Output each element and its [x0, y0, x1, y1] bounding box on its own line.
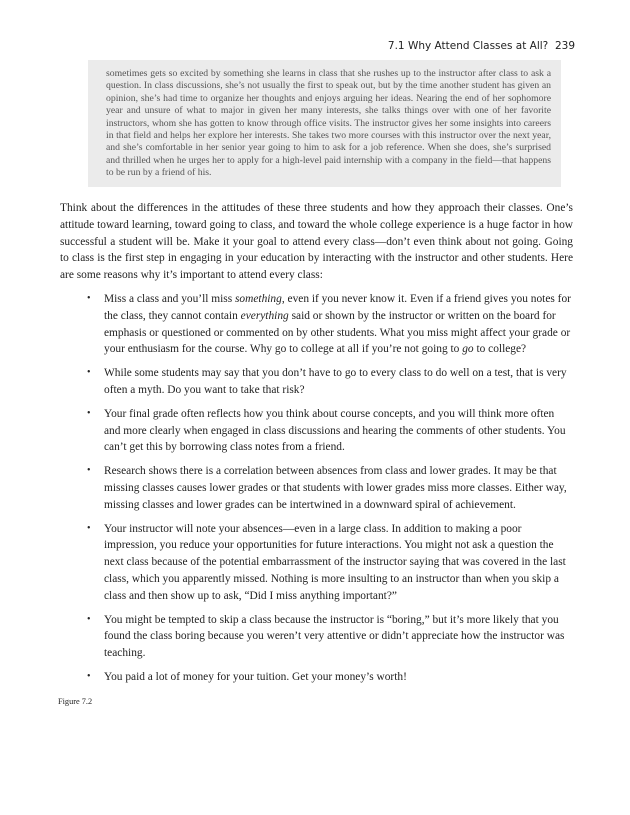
list-item: • You paid a lot of money for your tuition. Get your money’s worth!: [87, 669, 573, 686]
bullet-icon: •: [87, 407, 91, 419]
section-title: 7.1 Why Attend Classes at All?: [387, 40, 549, 52]
bullet-icon: •: [87, 670, 91, 682]
list-item: • Research shows there is a correlation between absences from class and lower grades. It may be that missing classes causes lower grades or that students with lower grades miss more classes. Either way, missing classes and lower grades can be intertwined in a downward spiral of achievement.: [87, 465, 567, 511]
list-item: • Miss a class and you’ll miss something, even if you never know it. Even if a friend gives you notes for the class, they cannot contain everything said or shown by the instructor or written on the board for emphasis or questioned or commented on by other students. What you miss might affect your grade or your enthusiasm for the course. Why go to college at all if you’re not going to go to college?: [87, 293, 571, 356]
bullet-icon: •: [87, 367, 91, 379]
page-number: 239: [554, 40, 575, 52]
list-item: • Your final grade often reflects how you think about course concepts, and you will think more often and more clearly when engaged in class discussions and hearing the comments of other students. You can’t get this by borrowing class notes from a friend.: [87, 407, 566, 454]
bullet-icon: •: [87, 465, 91, 477]
list-item: • While some students may say that you don’t have to go to every class to do well on a test, that is very often a myth. Do you want to take that risk?: [87, 367, 567, 396]
bullet-icon: •: [87, 522, 91, 534]
intro-paragraph: Think about the differences in the attitudes of these three students and how they approach their classes. One’s attitude toward learning, toward going to class, and toward the whole college experience is a huge factor in how successful a student will be. Make it your goal to attend every class—don’t even think about not going. Going to class is the first step in engaging in your education by interacting with the instructor and other students. Here are some reasons why it’s important to attend every class:: [60, 202, 573, 282]
bullet-icon: •: [87, 613, 91, 625]
running-header: [388, 40, 575, 52]
bullet-icon: •: [87, 293, 91, 304]
list-item: • You might be tempted to skip a class because the instructor is “boring,” but it’s more likely that you found the class boring because you weren’t very attentive or didn’t appreciate how the instructor was teaching.: [87, 613, 565, 660]
figure-caption: Figure 7.2: [58, 697, 93, 706]
list-item: • Your instructor will note your absences—even in a large class. In addition to making a poor impression, you reduce your opportunities for future interactions. You might not ask a question the next class because of the potential embarrassment of the instructor saying that was covered in the last class, which you apparently missed. Nothing is more insulting to an instructor than when you skip a class and then show up to ask, “Did I miss anything important?”: [87, 522, 566, 602]
reasons-list: [87, 291, 573, 693]
case-study-box: sometimes gets so excited by something she learns in class that she rushes up to the instructor after class to ask a question. In class discussions, she’s not usually the first to speak out, but by the time another student has given an opinion, she’s had time to organize her thoughts and enjoys arguing her ideas. Nearing the end of her sophomore year and unsure of what to major in given her many interests, she talks things over with one of her favorite instructors, whom she has gotten to know through office visits. The instructor gives her some insights into careers in that field and helps her explore her interests. She takes two more courses with this instructor over the next year, and she’s comfortable in her senior year going to him to ask for a job reference. When she does, she’s surprised and thrilled when he urges her to apply for a high-level paid internship with a company in the field—that happens to be run by a friend of his.: [88, 60, 561, 187]
